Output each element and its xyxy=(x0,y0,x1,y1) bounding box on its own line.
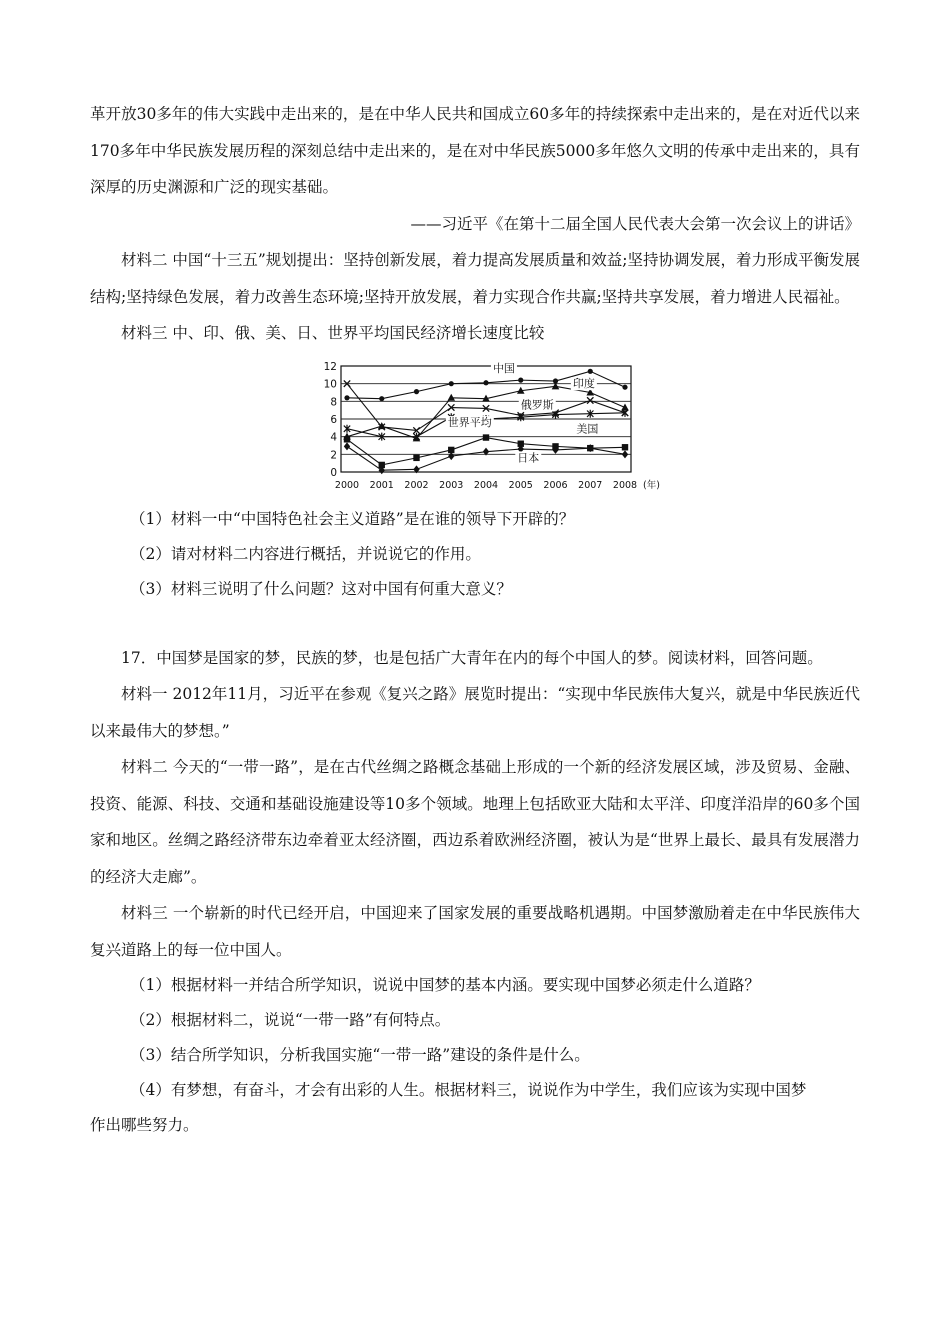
x-tick-label: 2003 xyxy=(439,479,464,491)
data-point-中国 xyxy=(622,384,627,389)
material1-continuation: 革开放30多年的伟大实践中走出来的，是在中华人民共和国成立60多年的持续探索中走出来的，是在对近代以来170多年中华民族发展历程的深刻总结中走出来的，是在对中华民族5000多年悠久文明的传承中走出来的，具有深厚的历史渊源和广泛的现实基础。 xyxy=(90,105,860,196)
data-point-中国 xyxy=(588,368,593,373)
q17-question-3: （3）结合所学知识，分析我国实施“一带一路”建设的条件是什么。 xyxy=(130,1046,590,1064)
x-tick-label: 2001 xyxy=(369,479,394,491)
data-point-美国 xyxy=(622,444,628,450)
q17-material3: 材料三 一个崭新的时代已经开启，中国迎来了国家发展的重要战略机遇期。中国梦激励着走在中华民族伟大复兴道路上的每一位中国人。 xyxy=(90,904,860,959)
q17-material1: 材料一 2012年11月，习近平在参观《复兴之路》展览时提出：“实现中华民族伟大复兴，就是中华民族近代以来最伟大的梦想。” xyxy=(90,685,860,740)
data-point-美国 xyxy=(483,434,489,440)
series-label: 美国 xyxy=(576,421,599,435)
x-tick-label: 2008 xyxy=(612,479,638,491)
data-point-日本 xyxy=(448,452,454,460)
q17-question-4: （4）有梦想，有奋斗，才会有出彩的人生。根据材料三，说说作为中学生，我们应该为实现中国梦 xyxy=(130,1081,807,1099)
data-point-中国 xyxy=(483,380,488,385)
y-tick-label: 6 xyxy=(330,413,337,426)
q17-question-1: （1）根据材料一并结合所学知识，说说中国梦的基本内涵。要实现中国梦必须走什么道路？ xyxy=(130,976,760,994)
x-axis-unit: (年) xyxy=(643,479,660,491)
x-tick-label: 2005 xyxy=(508,479,533,491)
x-tick-label: 2000 xyxy=(334,479,360,491)
material3-caption: 材料三 中、印、俄、美、日、世界平均国民经济增长速度比较 xyxy=(121,324,545,342)
data-point-中国 xyxy=(344,395,349,400)
question-17-intro: 17．中国梦是国家的梦，民族的梦，也是包括广大青年在内的每个中国人的梦。阅读材料，回答问题。 xyxy=(121,648,823,667)
x-tick-label: 2004 xyxy=(473,479,499,491)
data-point-中国 xyxy=(518,377,523,382)
document-page xyxy=(90,96,860,1143)
quote-source: ——习近平《在第十二届全国人民代表大会第一次会议上的讲话》 xyxy=(410,214,860,233)
series-label: 世界平均 xyxy=(447,415,492,429)
section-gap xyxy=(90,607,860,640)
q17-question-4-cont: 作出哪些努力。 xyxy=(90,1116,199,1134)
y-tick-label: 4 xyxy=(330,431,337,444)
data-point-日本 xyxy=(344,442,350,450)
question-2: （2）请对材料二内容进行概括，并说说它的作用。 xyxy=(130,544,481,563)
series-label: 印度 xyxy=(572,376,595,390)
data-point-日本 xyxy=(622,450,628,458)
y-tick-label: 10 xyxy=(323,378,337,391)
x-tick-label: 2007 xyxy=(578,479,603,491)
data-point-中国 xyxy=(449,381,454,386)
growth-chart-svg xyxy=(319,358,669,496)
series-label: 日本 xyxy=(517,450,540,464)
y-tick-label: 2 xyxy=(330,448,337,461)
series-label: 中国 xyxy=(492,361,515,375)
material2-paragraph: 材料二 中国“十三五”规划提出：坚持创新发展，着力提高发展质量和效益;坚持协调发展，着力形成平衡发展结构;坚持绿色发展，着力改善生态环境;坚持开放发展，着力实现合作共赢;坚持共享发展，着力增进人民福祉。 xyxy=(90,251,861,306)
q17-question-2: （2）根据材料二，说说“一带一路”有何特点。 xyxy=(130,1011,451,1029)
series-label: 俄罗斯 xyxy=(520,397,554,411)
x-tick-label: 2002 xyxy=(404,479,429,491)
y-tick-label: 0 xyxy=(330,466,337,479)
y-tick-label: 8 xyxy=(330,395,337,408)
y-tick-label: 12 xyxy=(323,360,337,373)
data-point-中国 xyxy=(414,389,419,394)
data-point-俄罗斯 xyxy=(587,397,593,403)
data-point-美国 xyxy=(413,454,419,460)
x-tick-label: 2006 xyxy=(543,479,568,491)
data-point-中国 xyxy=(379,396,384,401)
question-1: （1）材料一中“中国特色社会主义道路”是在谁的领导下开辟的？ xyxy=(130,509,575,528)
data-point-美国 xyxy=(344,436,350,442)
growth-chart xyxy=(319,358,669,496)
question-3: （3）材料三说明了什么问题？这对中国有何重大意义？ xyxy=(130,579,512,598)
data-point-印度 xyxy=(447,393,455,400)
q17-material2: 材料二 今天的“一带一路”，是在古代丝绸之路概念基础上形成的一个新的经济发展区域，涉及贸易、金融、投资、能源、科技、交通和基础设施建设等10多个领域。地理上包括欧亚大陆和太平洋、印度洋沿岸的60多个国家和地区。丝绸之路经济带东边牵着亚太经济圈，西边系着欧洲经济圈，被认为是“世界上最长、最具有发展潜力的经济大走廊”。 xyxy=(90,758,860,886)
